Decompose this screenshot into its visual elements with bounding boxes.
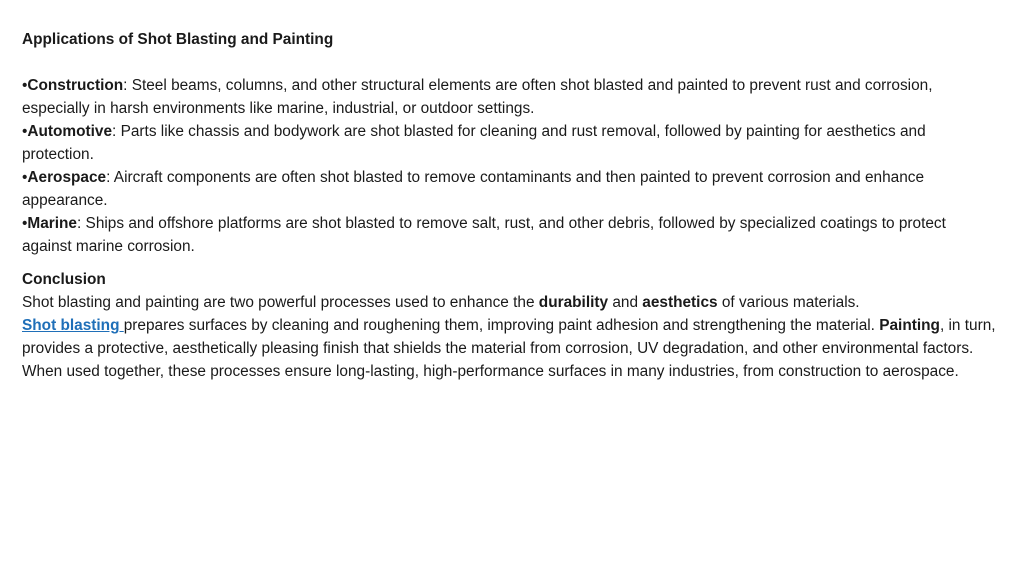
bullet-term: Construction — [27, 77, 124, 94]
conclusion-paragraph — [22, 291, 997, 383]
bullet-marker: • — [22, 123, 28, 140]
painting-term: Painting — [879, 317, 940, 334]
bullet-text: : Ships and offshore platforms are shot blasted to remove salt, rust, and other debris, followed by specialized coatings to protect against marine corrosion. — [22, 215, 946, 255]
slide-content — [22, 28, 997, 383]
bullet-text: : Aircraft components are often shot blasted to remove contaminants and then painted to prevent corrosion and enhance appearance. — [22, 169, 925, 209]
bullet-marker: • — [22, 169, 28, 186]
conclusion-heading: Conclusion — [22, 271, 106, 288]
aesthetics-term: aesthetics — [642, 294, 718, 311]
bullet-term: Marine — [27, 215, 77, 232]
bullet-automotive — [22, 120, 997, 166]
conclusion-text: and — [608, 294, 643, 311]
bullet-list — [22, 74, 997, 258]
conclusion-section — [22, 268, 997, 383]
conclusion-text: of various materials. — [717, 294, 860, 311]
bullet-aerospace — [22, 166, 997, 212]
conclusion-text: Shot blasting and painting are two powerful processes used to enhance the — [22, 294, 539, 311]
conclusion-text: prepares surfaces by cleaning and roughening them, improving paint adhesion and strengthening the material. — [123, 317, 880, 334]
bullet-marker: • — [22, 215, 28, 232]
shot-blasting-link[interactable]: Shot blasting — [22, 317, 124, 334]
bullet-construction — [22, 74, 997, 120]
bullet-term: Aerospace — [27, 169, 107, 186]
bullet-marine — [22, 212, 997, 258]
durability-term: durability — [538, 294, 609, 311]
bullet-term: Automotive — [27, 123, 113, 140]
conclusion-text: , in turn, provides a protective, aesthetically pleasing finish that shields the material from corrosion, UV degradation, and other environmental factors. When used together, these processes ensure long-lasting, high-performance surfaces in many industries, from construction to aerospace. — [22, 317, 996, 380]
bullet-text: : Steel beams, columns, and other structural elements are often shot blasted and painted to prevent rust and corrosion, especially in harsh environments like marine, industrial, or outdoor settings. — [22, 77, 933, 117]
bullet-text: : Parts like chassis and bodywork are shot blasted for cleaning and rust removal, followed by painting for aesthetics and protection. — [22, 123, 926, 163]
page-title: Applications of Shot Blasting and Painting — [22, 31, 334, 48]
bullet-marker: • — [22, 77, 28, 94]
